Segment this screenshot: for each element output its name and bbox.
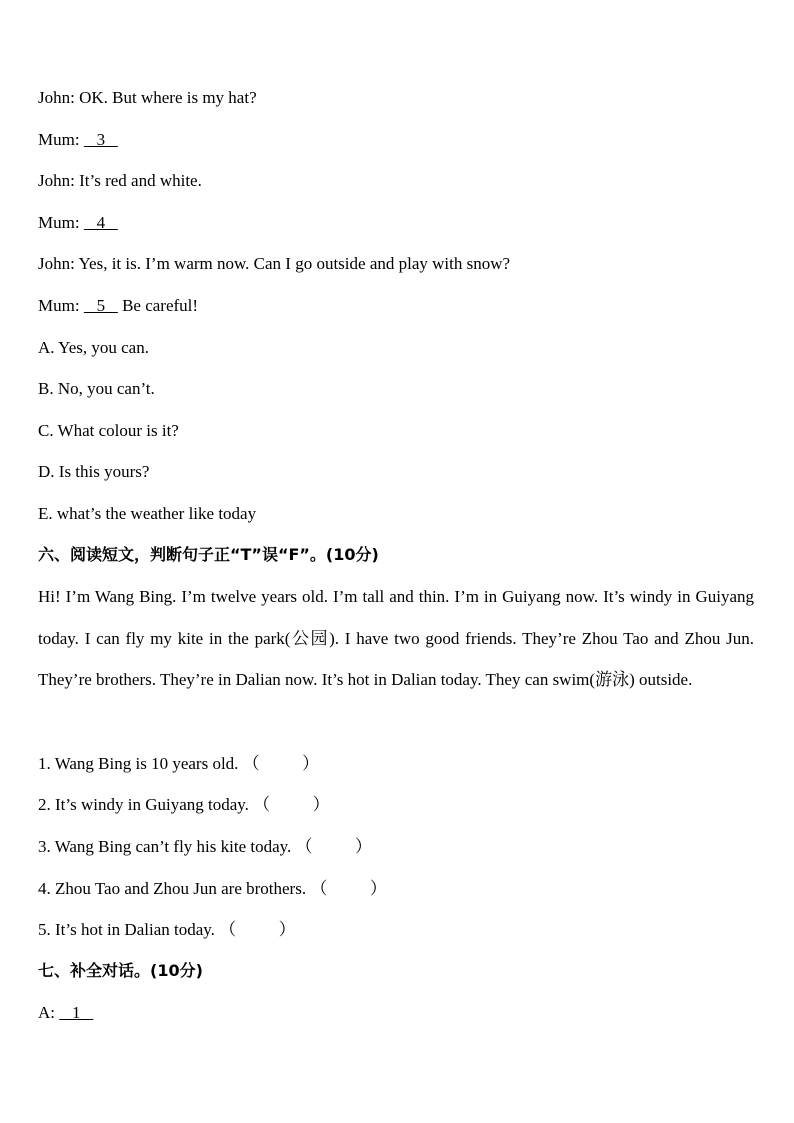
answer-paren[interactable]: （ ） [219, 920, 296, 939]
answer-paren[interactable]: （ ） [295, 837, 373, 856]
option-c: C. What colour is it? [38, 421, 179, 440]
answer-blank[interactable]: 3 [83, 130, 118, 149]
question-text: 3. Wang Bing can’t fly his kite today. [38, 837, 292, 856]
dialogue-text: Be careful! [122, 296, 199, 315]
speaker: John: [38, 88, 75, 107]
question-item [38, 920, 296, 940]
answer-paren[interactable]: （ ） [242, 754, 320, 773]
option-d: D. Is this yours? [38, 462, 150, 481]
answer-blank[interactable]: 5 [83, 296, 118, 315]
question-item [38, 879, 387, 899]
option-e: E. what’s the weather like today [38, 504, 257, 523]
dialogue-text: It’s red and white. [79, 171, 202, 190]
question-text: 1. Wang Bing is 10 years old. [38, 754, 239, 773]
option-a: A. Yes, you can. [38, 338, 149, 357]
speaker: Mum: [38, 213, 80, 232]
answer-blank[interactable]: 4 [83, 213, 118, 232]
question-text: 5. It’s hot in Dalian today. [38, 920, 215, 939]
option-b: B. No, you can’t. [38, 379, 155, 398]
answer-blank[interactable]: 1 [59, 1003, 94, 1022]
section-six-heading: 六、阅读短文，判断句子正“T”误“F”。(10分) [38, 545, 379, 564]
dialogue-line [38, 130, 118, 150]
speaker: A: [38, 1003, 55, 1022]
question-item [38, 795, 330, 815]
dialogue-line [38, 254, 510, 274]
speaker: John: [38, 254, 75, 273]
section-seven-heading: 七、补全对话。(10分) [38, 961, 203, 980]
reading-passage: Hi! I’m Wang Bing. I’m twelve years old. I’m tall and thin. I’m in Guiyang now. It’s windy in Guiyang today. I can fly my kite in the park(公园). I have two good friends. They’re Zhou Tao and Zhou Jun. They’re brothers. They’re in Dalian now. It’s hot in Dalian today. They can swim(游泳) outside. [38, 587, 754, 689]
speaker: Mum: [38, 130, 80, 149]
question-text: 2. It’s windy in Guiyang today. [38, 795, 249, 814]
speaker: Mum: [38, 296, 80, 315]
dialogue-line [38, 213, 118, 233]
dialogue-line [38, 1003, 93, 1023]
dialogue-line [38, 296, 198, 316]
question-item [38, 754, 319, 774]
answer-paren[interactable]: （ ） [253, 795, 330, 814]
dialogue-text: Yes, it is. I’m warm now. Can I go outside and play with snow? [78, 254, 511, 273]
dialogue-line [38, 88, 257, 108]
dialogue-text: OK. But where is my hat? [79, 88, 257, 107]
dialogue-line [38, 171, 202, 191]
question-item [38, 837, 372, 857]
speaker: John: [38, 171, 75, 190]
question-text: 4. Zhou Tao and Zhou Jun are brothers. [38, 879, 307, 898]
answer-paren[interactable]: （ ） [310, 879, 387, 898]
